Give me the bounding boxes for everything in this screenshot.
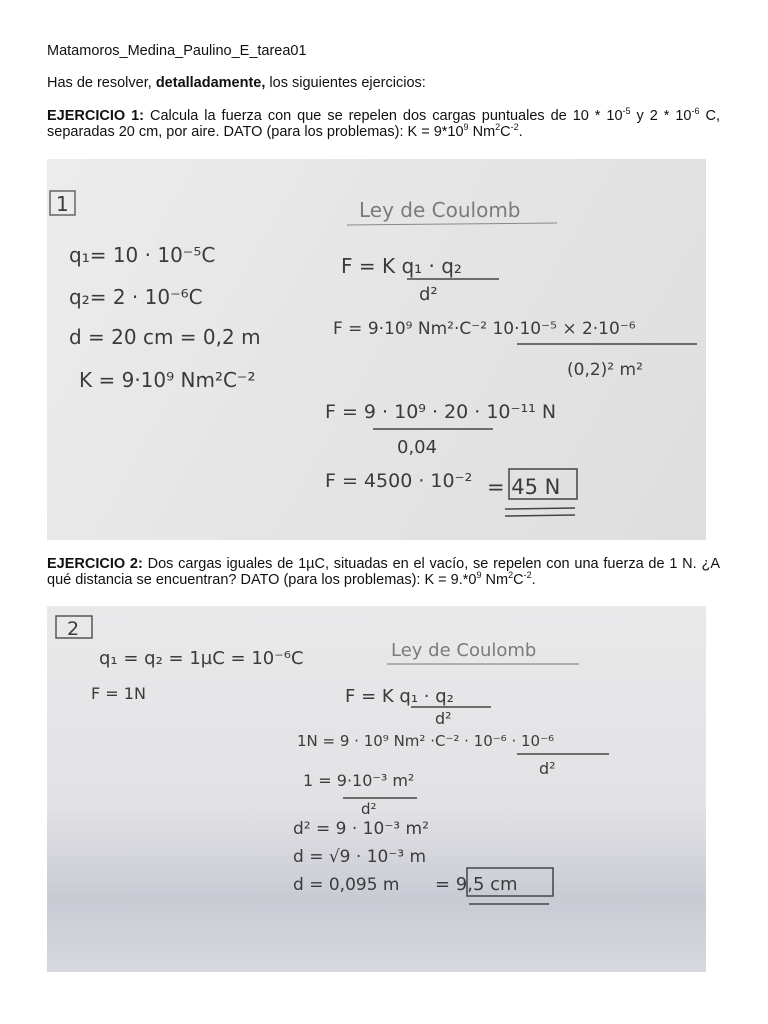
exercise-1-text: y 2 * 10 (630, 108, 692, 124)
exercise-2-statement (47, 556, 720, 588)
isolate-step: 1 = 9·10⁻³ m² (303, 771, 415, 790)
simplified-denominator: 0,04 (397, 437, 438, 458)
exercise-1-label: EJERCICIO 1: (47, 108, 145, 124)
exponent: -2 (510, 122, 519, 133)
exercise-1-text: C (500, 124, 511, 140)
given-force: F = 1N (91, 684, 146, 703)
given-q2: q₂= 2 · 10⁻⁶C (69, 285, 203, 309)
exercise-1-text: Calcula la fuerza con que se repelen dos cargas puntuales de 10 * 10 (144, 108, 623, 124)
coulomb-formula-denominator: d² (419, 284, 438, 305)
exercise-2-text: C (513, 572, 524, 588)
final-result: = 9,5 cm (435, 874, 518, 895)
solution-1-heading: Ley de Coulomb (359, 198, 521, 222)
solution-1-number: 1 (56, 192, 69, 216)
exercise-2-label: EJERCICIO 2: (47, 556, 143, 572)
coulomb-formula: F = K q₁ · q₂ (345, 686, 454, 707)
substitution-denominator: (0,2)² m² (567, 360, 643, 380)
exercise-2-text: . (531, 572, 536, 588)
exponent: 2 (495, 122, 501, 133)
exercise-2-text: Dos cargas iguales de 1µC, situadas en el vacío, se repelen con una fuerza de 1 N. ¿A qué distancia se encuentran? DATO (para los problemas): K = 9.*0 (47, 556, 720, 588)
handwritten-solution-2-photo (47, 606, 706, 972)
coulomb-formula: F = K q₁ · q₂ (341, 254, 462, 278)
exercise-1-statement (47, 108, 720, 140)
solution-2-number: 2 (67, 618, 80, 640)
isolate-denominator: d² (361, 800, 377, 818)
d-squared-step: d² = 9 · 10⁻³ m² (293, 819, 429, 839)
final-result: = 45 N (487, 475, 561, 499)
exercise-1-text: . (518, 124, 523, 140)
given-charges: q₁ = q₂ = 1µC = 10⁻⁶C (99, 648, 304, 669)
distance-meters-step: d = 0,095 m (293, 875, 400, 895)
coulomb-formula-denominator: d² (435, 709, 452, 728)
exponent: -2 (523, 570, 532, 581)
document-title: Matamoros_Medina_Paulino_E_tarea01 (47, 43, 307, 59)
exponent: -6 (691, 106, 700, 117)
final-step: F = 4500 · 10⁻² (325, 470, 473, 492)
exercise-1-text: C, separadas 20 cm, por aire. DATO (para los problemas): K = 9*10 (47, 108, 720, 140)
square-root-step: d = √9 · 10⁻³ m (293, 847, 427, 867)
intro-pre: Has de resolver, (47, 75, 156, 91)
simplified-step: F = 9 · 10⁹ · 20 · 10⁻¹¹ N (325, 401, 557, 423)
given-q1: q₁= 10 · 10⁻⁵C (69, 243, 216, 267)
intro-text (47, 75, 720, 91)
handwritten-solution-1-photo (47, 159, 706, 540)
substitution-step: 1N = 9 · 10⁹ Nm² ·C⁻² · 10⁻⁶ · 10⁻⁶ (297, 732, 555, 750)
given-distance: d = 20 cm = 0,2 m (69, 325, 261, 349)
given-k: K = 9·10⁹ Nm²C⁻² (79, 368, 256, 392)
exponent: 2 (508, 570, 514, 581)
substitution-denominator: d² (539, 759, 556, 778)
exponent: 9 (476, 570, 482, 581)
exponent: 9 (463, 122, 469, 133)
solution-2-heading: Ley de Coulomb (391, 640, 537, 661)
exponent: -5 (622, 106, 631, 117)
exercise-1-text: Nm (468, 124, 496, 140)
intro-post: los siguientes ejercicios: (265, 75, 426, 91)
substitution-step: F = 9·10⁹ Nm²·C⁻² 10·10⁻⁵ × 2·10⁻⁶ (333, 319, 636, 339)
exercise-2-text: Nm (481, 572, 509, 588)
intro-bold: detalladamente, (155, 75, 266, 91)
